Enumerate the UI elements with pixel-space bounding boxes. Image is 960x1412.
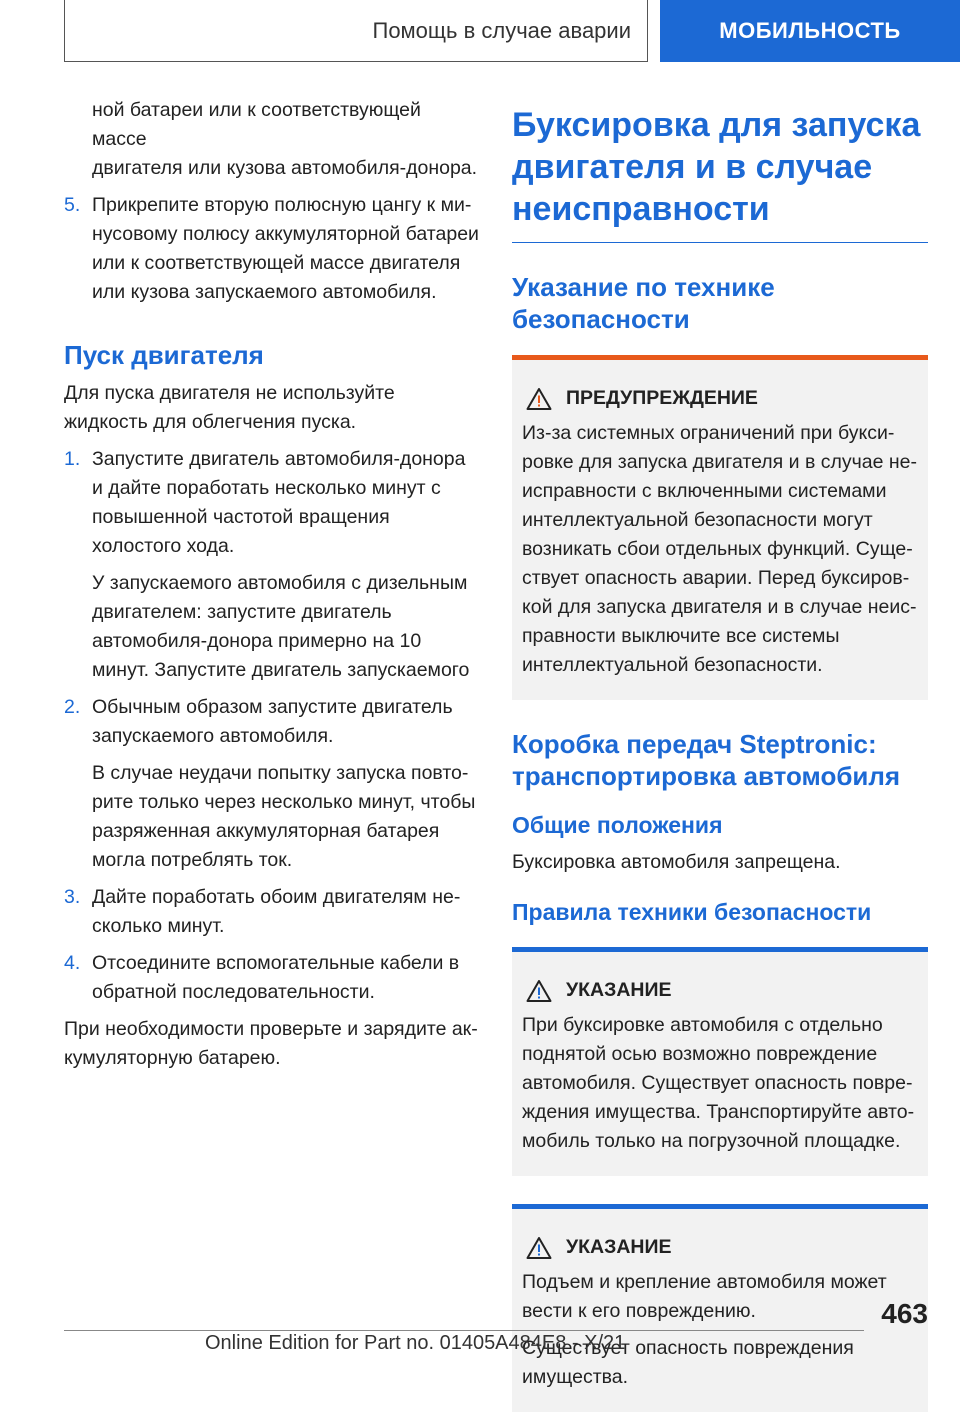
section-tab [660,0,960,62]
intro-line-2: двигателя или кузова автомобиля-донора. [92,157,478,179]
list-number: 1. [64,448,81,470]
list-text: Обычным образом запустите двигатель запускаемого автомобиля. [92,696,453,747]
list-item [64,883,480,941]
section-title: МОБИЛЬНОСТЬ [719,18,901,43]
notice-label: УКАЗАНИЕ [566,1236,672,1258]
list-item [64,693,480,875]
list-number: 4. [64,952,81,974]
warning-triangle-icon [526,979,552,1003]
section-heading: Коробка передач Steptronic: транспортировка автомобиля [512,729,901,791]
notice-box [512,947,928,1176]
list-item [64,191,480,307]
divider [512,242,928,243]
page-number: 463 [881,1298,928,1329]
notice-text: Подъем и крепление автомобиля может вести к его повреждению. [522,1271,887,1322]
notice-text: При буксировке автомобиля с отдельно поднятой осью возможно повреждение автомобиля. Существует опасность повреждения имущества. Транспортируйте автомобиль только на погрузочной площадке. [522,1014,915,1152]
paragraph: Для пуска двигателя не используйте жидкость для облегчения пуска. [64,382,395,433]
list-text: Отсоедините вспомогательные кабели в обратной последовательности. [92,952,460,1003]
warning-box [512,355,928,700]
notice-label: УКАЗАНИЕ [566,979,672,1001]
list-item [64,445,480,685]
subsection-heading: Правила техники безопасности [512,899,872,925]
warning-triangle-icon [526,1236,552,1260]
chapter-tab [64,0,648,62]
page-title: Буксировка для запуска двигателя и в случае неисправности [512,106,921,228]
warning-triangle-icon [526,387,552,411]
list-text: Прикрепите вторую полюсную цангу к минусовому полюсу аккумуляторной батареи или к соответствующей массе двигателя или кузова запускаемого автомобиля. [92,194,479,303]
section-heading: Пуск двигателя [64,340,264,370]
paragraph: Буксировка автомобиля запрещена. [512,851,841,873]
intro-line-1: ной батареи или к соответствующей массе [92,99,421,150]
list-text: Дайте поработать обоим двигателям несколько минут. [92,886,461,937]
footer-divider [64,1330,864,1331]
section-heading: Указание по технике безопасности [512,272,775,334]
footer-edition: Online Edition for Part no. 01405A484E8 - X/21 [205,1332,626,1354]
notice-box [512,1204,928,1412]
notice-header [522,976,918,1005]
warning-label: ПРЕДУПРЕЖДЕНИЕ [566,387,758,409]
warning-header [522,384,918,413]
list-item [64,949,480,1007]
notice-header [522,1233,918,1262]
list-number: 2. [64,696,81,718]
list-extra: У запускаемого автомобиля с дизельным двигателем: запустите двигатель автомобиля-донора примерно на 10 минут. Запустите двигатель запускаемого [92,572,470,681]
subsection-heading: Общие положения [512,812,723,838]
list-extra: В случае неудачи попытку запуска повторите только через несколько минут, чтобы разряженная аккумуляторная батарея могла потреблять ток. [92,762,476,871]
chapter-title: Помощь в случае аварии [372,17,631,43]
warning-text: Из-за системных ограничений при буксировке для запуска двигателя и в случае неисправности с включенными системами интеллектуальной безопасности могут возникать сбои отдельных функций. Существует опасность аварии. Перед буксировкой для запуска двигателя и в случае неисправности выключите все системы интеллектуальной безопасности. [522,422,917,676]
list-number: 3. [64,886,81,908]
closing-paragraph: При необходимости проверьте и зарядите аккумуляторную батарею. [64,1018,478,1069]
notice-text: Существует опасность повреждения имущества. [522,1337,854,1388]
left-column [64,96,480,1073]
right-column [512,96,928,1412]
list-number: 5. [64,194,81,216]
list-text: Запустите двигатель автомобиля-донора и дайте поработать несколько минут с повышенной частотой вращения холостого хода. [92,448,466,557]
